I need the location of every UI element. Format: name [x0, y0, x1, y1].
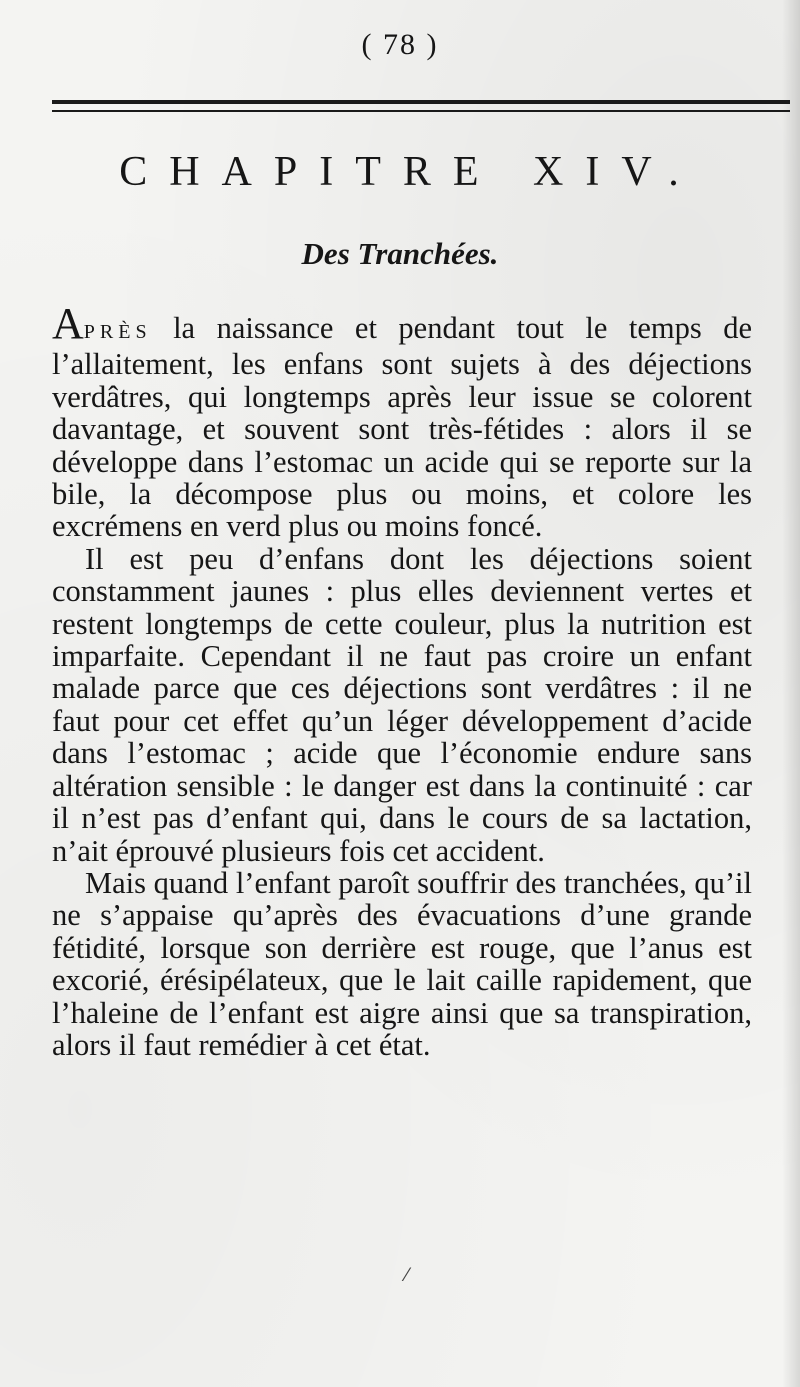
- header-rule-thick: [52, 100, 790, 104]
- page-number: ( 78 ): [361, 28, 439, 61]
- header-rule-thin: [52, 110, 790, 112]
- small-caps-opening: PRÈS: [83, 321, 152, 343]
- stray-ink-mark: ⁄: [405, 1265, 409, 1286]
- paragraph-1-text: la naissance et pendant tout le temps de l’allaitement, les enfans sont sujets à des déjections verdâtres, qui longtemps après leur issue se colorent davantage, et souvent sont très-fétides : alors il se développe dans l’estomac un acide qui se reporte sur la bile, la décompose plus ou moins, et colore les excrémens en verd plus ou moins foncé.: [52, 311, 752, 544]
- paragraph-1: [52, 299, 752, 544]
- page-edge-shadow: [782, 0, 800, 1387]
- paragraph-3: Mais quand l’enfant paroît souffrir des tranchées, qu’il ne s’appaise qu’après des évacuations d’une grande fétidité, lorsque son derrière est rouge, que l’anus est excorié, érésipélateux, que le lait caille rapidement, que l’haleine de l’enfant est aigre ainsi que sa transpiration, alors il faut remédier à cet état.: [52, 865, 752, 1062]
- paragraph-2: Il est peu d’enfans dont les déjections soient constamment jaunes : plus elles deviennent vertes et restent longtemps de cette couleur, plus la nutrition est imparfaite. Cependant il ne faut pas croire un enfant malade parce que ces déjections sont verdâtres : il ne faut pour cet effet qu’un léger développement d’acide dans l’estomac ; acide que l’économie endure sans altération sensible : le danger est dans la continuité : car il n’est pas d’enfant qui, dans le cours de sa lactation, n’ait éprouvé plusieurs fois cet accident.: [52, 541, 752, 868]
- body-text: [52, 299, 752, 1062]
- chapter-title: CHAPITRE XIV.: [119, 149, 701, 195]
- drop-cap: A: [52, 299, 84, 348]
- section-title: Des Tranchées.: [301, 236, 499, 271]
